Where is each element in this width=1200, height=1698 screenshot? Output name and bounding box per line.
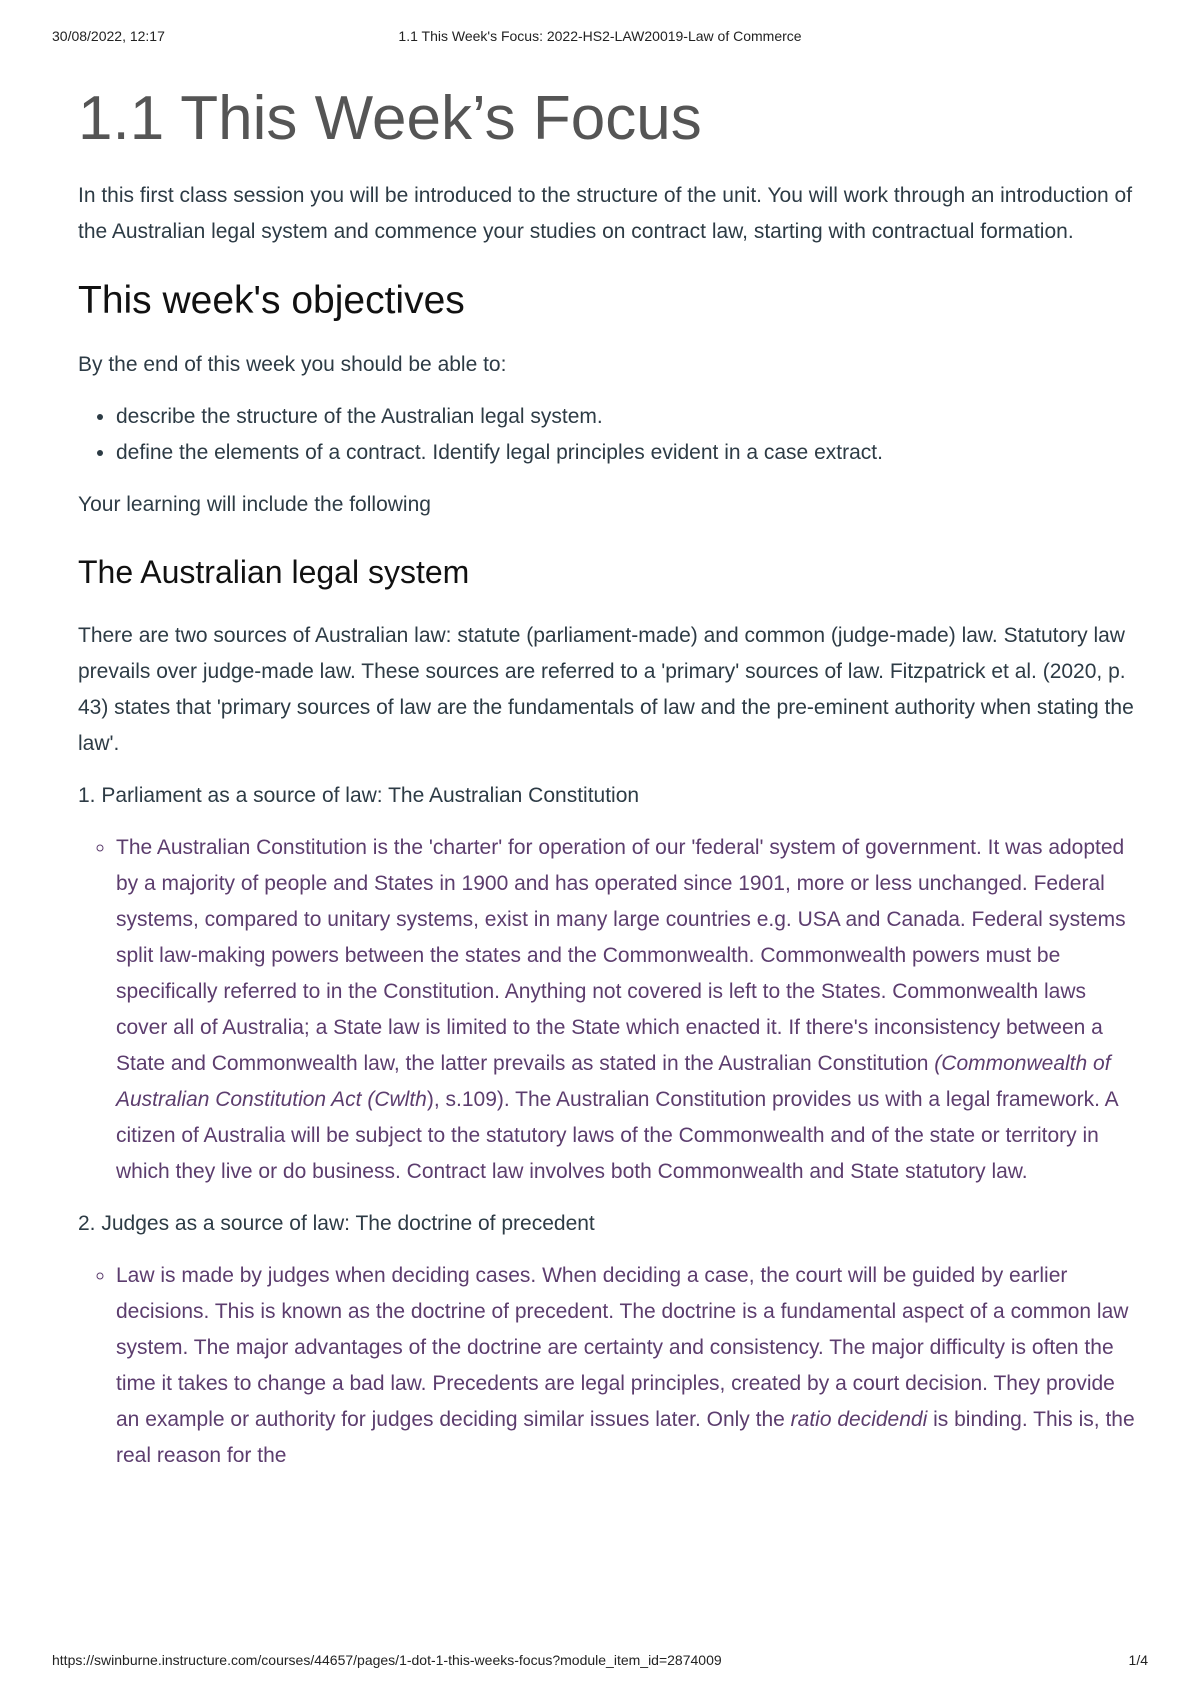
source2-text-b: is binding. This is, the real reason for the	[116, 1407, 1135, 1467]
sources-paragraph: There are two sources of Australian law: statute (parliament-made) and common (judge-made) law. Statutory law prevails over judge-made law. These sources are referred to a 'primary' sources of law. Fitzpatrick et al. (2020, p. 43) states that 'primary sources of law are the fundamentals of law and the pre-eminent authority when stating the law'.	[78, 623, 1134, 755]
source1-item	[116, 830, 1138, 1190]
objective-item: • describe the structure of the Australian legal system.	[116, 399, 1138, 435]
source1-act-citation: (Commonwealth of Australian Constitution Act (Cwlth	[116, 1051, 1111, 1111]
objectives-heading: This week's objectives	[78, 279, 465, 323]
ratio-decidendi-term: ratio decidendi	[790, 1407, 928, 1431]
page-content	[78, 82, 1138, 1632]
print-header	[52, 28, 1148, 48]
source1-heading: 1. Parliament as a source of law: The Australian Constitution	[78, 783, 640, 807]
print-url: https://swinburne.instructure.com/courses/44657/pages/1-dot-1-this-weeks-focus?module_item_id=2874009	[52, 1652, 722, 1668]
page-title: 1.1 This Week’s Focus	[78, 84, 702, 153]
source1-text-b: ), s.109). The Australian Constitution provides us with a legal framework. A citizen of Australia will be subject to the statutory laws of the Commonwealth and of the state or territory in which they live or do business. Contract law involves both Commonwealth and State statutory law.	[116, 1087, 1118, 1183]
source2-heading: 2. Judges as a source of law: The doctrine of precedent	[78, 1211, 595, 1235]
print-footer	[52, 1652, 1148, 1672]
source2-list	[78, 1258, 1138, 1474]
source2-text-a: Law is made by judges when deciding cases. When deciding a case, the court will be guided by earlier decisions. This is known as the doctrine of precedent. The doctrine is a fundamental aspect of a common law system. The major advantages of the doctrine are certainty and consistency. The major difficulty is often the time it takes to change a bad law. Precedents are legal principles, created by a court decision. They provide an example or authority for judges deciding similar issues later. Only the	[116, 1263, 1129, 1431]
print-date: 30/08/2022, 12:17	[52, 28, 165, 44]
objectives-lead: By the end of this week you should be able to:	[78, 353, 507, 377]
objectives-list	[78, 399, 1138, 471]
legal-system-heading: The Australian legal system	[78, 554, 470, 591]
intro-paragraph: In this first class session you will be introduced to the structure of the unit. You will work through an introduction of the Australian legal system and commence your studies on contract law, starting with contractual formation.	[78, 184, 1133, 244]
learning-lead: Your learning will include the following	[78, 493, 431, 517]
print-page-number: 1/4	[1128, 1652, 1148, 1668]
source1-list	[78, 830, 1138, 1190]
source1-text-a: The Australian Constitution is the 'charter' for operation of our 'federal' system of government. It was adopted by a majority of people and States in 1900 and has operated since 1901, more or less unchanged. Federal systems, compared to unitary systems, exist in many large countries e.g. USA and Canada. Federal systems split law-making powers between the states and the Commonwealth. Commonwealth powers must be specifically referred to in the Constitution. Anything not covered is left to the States. Commonwealth laws cover all of Australia; a State law is limited to the State which enacted it. If there's inconsistency between a State and Commonwealth law, the latter prevails as stated in the Australian Constitution	[116, 835, 1126, 1075]
source2-item	[116, 1258, 1138, 1474]
print-page-title: 1.1 This Week's Focus: 2022-HS2-LAW20019-Law of Commerce	[398, 28, 802, 44]
objective-item: • define the elements of a contract. Identify legal principles evident in a case extract.	[116, 435, 1138, 471]
